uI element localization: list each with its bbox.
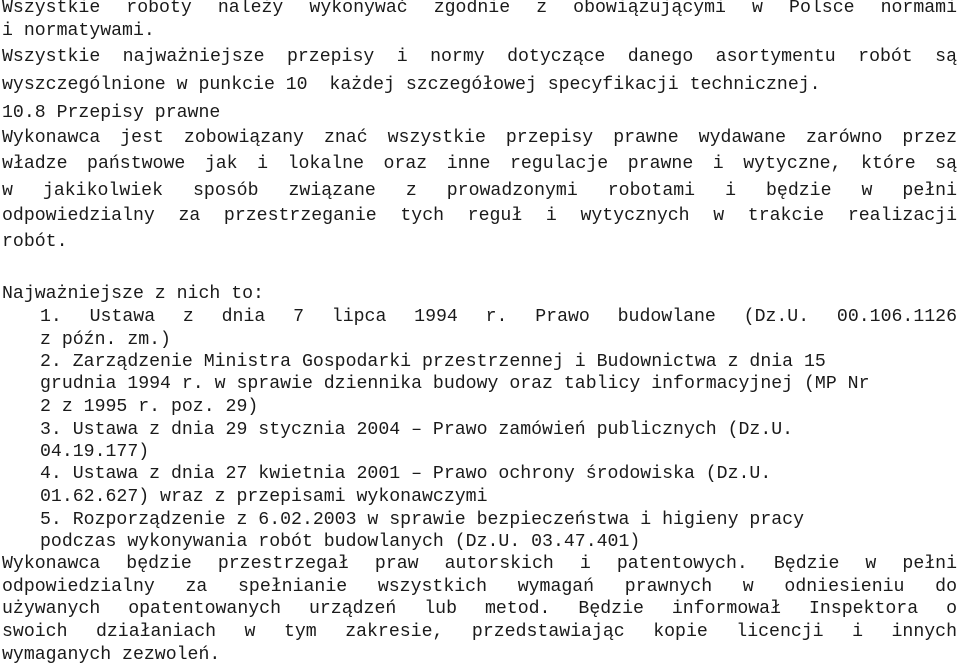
closing-line: swoich działaniach w tym zakresie, przedstawiając kopie licencji i innych <box>2 622 957 642</box>
intro-line: i normatywami. <box>2 21 155 41</box>
paragraph-line: w jakikolwiek sposób związane z prowadzonymi robotami i będzie w pełni <box>2 181 957 201</box>
list-item-line: 2 z 1995 r. poz. 29) <box>40 397 259 417</box>
list-item-line: 2. Zarządzenie Ministra Gospodarki przestrzennej i Budownictwa z dnia 15 <box>40 352 826 372</box>
paragraph-line: robót. <box>2 232 68 252</box>
intro-line: Wszystkie najważniejsze przepisy i normy dotyczące danego asortymentu robót są <box>2 47 957 67</box>
closing-line: odpowiedzialny za spełnianie wszystkich wymagań prawnych w odniesieniu do <box>2 577 957 597</box>
closing-line: używanych opatentowanych urządzeń lub metod. Będzie informował Inspektora o <box>2 599 957 619</box>
list-item-line: 4. Ustawa z dnia 27 kwietnia 2001 – Prawo ochrony środowiska (Dz.U. <box>40 464 772 484</box>
closing-line: Wykonawca będzie przestrzegał praw autorskich i patentowych. Będzie w pełni <box>2 554 957 574</box>
list-item-line: 3. Ustawa z dnia 29 stycznia 2004 – Prawo zamówień publicznych (Dz.U. <box>40 420 794 440</box>
intro-line: Wszystkie roboty należy wykonywać zgodnie z obowiązującymi w Polsce normami <box>2 0 957 18</box>
paragraph-line: władze państwowe jak i lokalne oraz inne regulacje prawne i wytyczne, które są <box>2 154 957 174</box>
list-item-line: 1. Ustawa z dnia 7 lipca 1994 r. Prawo budowlane (Dz.U. 00.106.1126 <box>40 307 957 327</box>
section-heading: 10.8 Przepisy prawne <box>2 103 221 123</box>
list-item-line: 04.19.177) <box>40 442 150 462</box>
list-item-line: z późn. zm.) <box>40 330 171 350</box>
list-item-line: 5. Rozporządzenie z 6.02.2003 w sprawie bezpieczeństwa i higieny pracy <box>40 510 804 530</box>
paragraph-line: Wykonawca jest zobowiązany znać wszystkie przepisy prawne wydawane zarówno przez <box>2 128 957 148</box>
list-item-line: 01.62.627) wraz z przepisami wykonawczymi <box>40 487 488 507</box>
closing-line: wymaganych zezwoleń. <box>2 645 221 665</box>
list-item-line: grudnia 1994 r. w sprawie dziennika budowy oraz tablicy informacyjnej (MP Nr <box>40 374 870 394</box>
list-item-line: podczas wykonywania robót budowlanych (Dz.U. 03.47.401) <box>40 532 641 552</box>
list-intro: Najważniejsze z nich to: <box>2 284 264 304</box>
paragraph-line: odpowiedzialny za przestrzeganie tych reguł i wytycznych w trakcie realizacji <box>2 206 957 226</box>
intro-line: wyszczególnione w punkcie 10 każdej szczegółowej specyfikacji technicznej. <box>2 75 821 95</box>
